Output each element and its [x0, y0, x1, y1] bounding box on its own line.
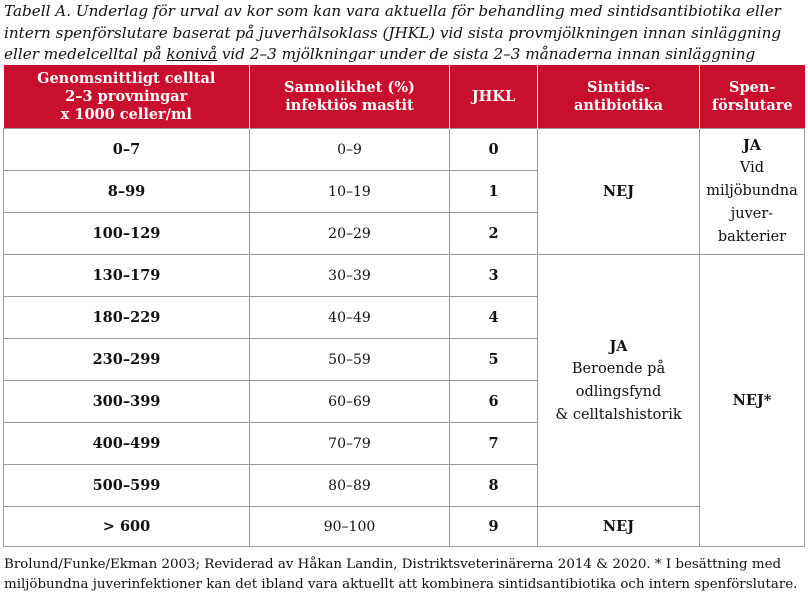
- spen-note-line: juver-: [730, 206, 774, 222]
- header-jhkl: JHKL: [450, 65, 538, 129]
- sannolikhet-cell: 50–59: [250, 339, 450, 381]
- jhkl-cell: 8: [450, 465, 538, 507]
- jhkl-cell: 3: [450, 255, 538, 297]
- sintids-answer: NEJ: [602, 183, 635, 200]
- spen-nej-cell: [700, 255, 805, 547]
- sintids-answer: JA: [609, 337, 628, 355]
- jhkl-cell: 9: [450, 507, 538, 547]
- celltal-cell: 300–399: [4, 381, 250, 423]
- sannolikhet-cell: 10–19: [250, 171, 450, 213]
- sannolikhet-cell: 40–49: [250, 297, 450, 339]
- table-row: [4, 255, 805, 297]
- celltal-cell: 8–99: [4, 171, 250, 213]
- sintids-nej-cell: [538, 129, 700, 255]
- caption-text-end: vid 2–3 mjölkningar under de sista 2–3 månaderna innan sinläggning: [217, 45, 756, 63]
- header-celltal-line: x 1000 celler/ml: [60, 105, 192, 123]
- header-spen: [700, 65, 805, 129]
- treatment-table: [3, 65, 805, 547]
- sannolikhet-cell: 80–89: [250, 465, 450, 507]
- header-sintids-line: antibiotika: [573, 96, 664, 114]
- header-spen-line: förslutare: [711, 96, 793, 114]
- table-row: [4, 507, 805, 547]
- spen-ja-cell: [700, 129, 805, 255]
- header-celltal-line: Genomsnittligt celltal: [37, 69, 216, 87]
- spen-answer: JA: [742, 137, 762, 154]
- sintids-note-line: odlingsfynd: [575, 383, 662, 400]
- sintids-nej-cell: [538, 507, 700, 547]
- celltal-cell: 230–299: [4, 339, 250, 381]
- caption-underlined-word: konivå: [166, 45, 218, 63]
- header-celltal: [4, 65, 250, 129]
- sannolikhet-cell: 30–39: [250, 255, 450, 297]
- celltal-cell: > 600: [4, 507, 250, 547]
- celltal-cell: 100–129: [4, 213, 250, 255]
- header-sannolikhet-line: infektiös mastit: [285, 96, 414, 114]
- sannolikhet-cell: 0–9: [250, 129, 450, 171]
- jhkl-cell: 4: [450, 297, 538, 339]
- header-sannolikhet: [250, 65, 450, 129]
- celltal-cell: 130–179: [4, 255, 250, 297]
- caption-text-start: Tabell A. Underlag för urval av kor som kan vara aktuella för behandling med sintidsantibiotika eller intern spenförslutare baserat på juverhälsoklass (JHKL) vid sista provmjölkningen innan sinläggning eller medelcelltal på: [4, 2, 782, 63]
- header-sannolikhet-line: Sannolikhet (%): [284, 78, 415, 96]
- celltal-cell: 500–599: [4, 465, 250, 507]
- jhkl-cell: 7: [450, 423, 538, 465]
- jhkl-cell: 2: [450, 213, 538, 255]
- sannolikhet-cell: 60–69: [250, 381, 450, 423]
- jhkl-cell: 1: [450, 171, 538, 213]
- source-footnote: [4, 555, 804, 595]
- spen-note-line: miljöbundna: [706, 183, 798, 199]
- sannolikhet-cell: 70–79: [250, 423, 450, 465]
- header-sintids: [538, 65, 700, 129]
- spen-note-line: Vid: [739, 160, 765, 176]
- header-spen-line: Spen-: [729, 78, 776, 96]
- table-caption: [4, 1, 804, 66]
- sannolikhet-cell: 90–100: [250, 507, 450, 547]
- spen-answer: NEJ*: [732, 392, 772, 409]
- table-row: [4, 129, 805, 171]
- footnote-line: miljöbundna juverinfektioner kan det ibland vara aktuellt att kombinera sintidsantibiotika och intern spenförslutare.: [4, 577, 798, 592]
- celltal-cell: 180–229: [4, 297, 250, 339]
- jhkl-cell: 5: [450, 339, 538, 381]
- sintids-answer: NEJ: [602, 518, 635, 535]
- sintids-note-line: & celltalshistorik: [555, 406, 682, 423]
- sannolikhet-cell: 20–29: [250, 213, 450, 255]
- header-row: [4, 65, 805, 129]
- header-celltal-line: 2–3 provningar: [65, 87, 188, 105]
- celltal-cell: 400–499: [4, 423, 250, 465]
- sintids-ja-cell: [538, 255, 700, 507]
- jhkl-cell: 6: [450, 381, 538, 423]
- celltal-cell: 0–7: [4, 129, 250, 171]
- header-sintids-line: Sintids-: [586, 78, 651, 96]
- jhkl-cell: 0: [450, 129, 538, 171]
- footnote-line: Brolund/Funke/Ekman 2003; Reviderad av Håkan Landin, Distriktsveterinärerna 2014 & 2020. * I besättning med: [4, 557, 782, 572]
- sintids-note-line: Beroende på: [571, 360, 666, 377]
- spen-note-line: bakterier: [717, 229, 787, 245]
